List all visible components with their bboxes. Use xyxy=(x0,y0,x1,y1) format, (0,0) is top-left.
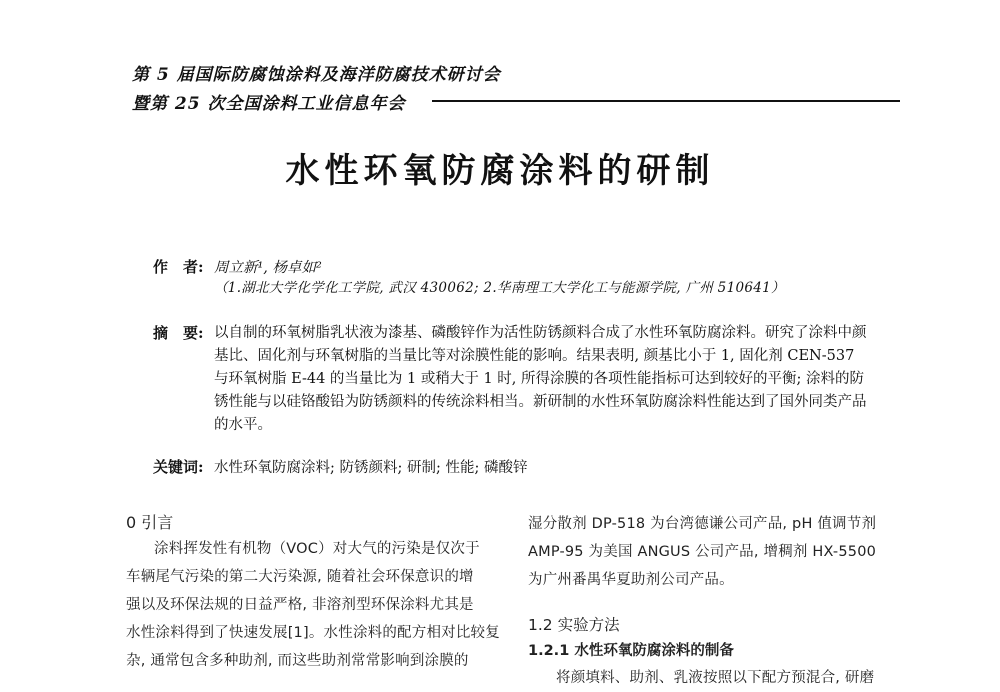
paragraph-line: 将颜填料、助剂、乳液按照以下配方预混合, 研磨 xyxy=(556,670,875,686)
abstract-line: 以自制的环氧树脂乳状液为漆基、磷酸锌作为活性防锈颜料合成了水性环氧防腐涂料。研究了涂料中颜 xyxy=(214,325,867,341)
abstract-line: 的水平。 xyxy=(214,417,272,433)
author-names: 周立新¹, 杨卓如² xyxy=(214,260,322,276)
paragraph-line: 车辆尾气污染的第二大污染源, 随着社会环保意识的增 xyxy=(126,569,474,585)
section-heading-introduction: 0 引言 xyxy=(126,513,174,532)
abstract-line: 与环氧树脂 E-44 的当量比为 1 或稍大于 1 时, 所得涂膜的各项性能指标可达到较好的平衡; 涂料的防 xyxy=(214,371,865,387)
abstract-line: 基比、固化剂与环氧树脂的当量比等对涂膜性能的影响。结果表明, 颜基比小于 1, 固化剂 CEN-537 xyxy=(214,348,855,364)
keywords-label: 关键词: xyxy=(153,458,204,476)
subsection-heading-preparation: 1.2.1 水性环氧防腐涂料的制备 xyxy=(528,643,734,659)
paragraph-line: 水性涂料得到了快速发展[1]。水性涂料的配方相对比较复 xyxy=(126,625,500,641)
paragraph-line: 涂料挥发性有机物（VOC）对大气的污染是仅次于 xyxy=(154,541,480,557)
section-heading-methods: 1.2 实验方法 xyxy=(528,616,620,634)
paragraph-line: 强以及环保法规的日益严格, 非溶剂型环保涂料尤其是 xyxy=(126,597,474,613)
left-column xyxy=(126,510,500,675)
abstract-text xyxy=(214,322,904,437)
paragraph-line: AMP-95 为美国 ANGUS 公司产品, 增稠剂 HX-5500 xyxy=(528,544,877,560)
spacer xyxy=(528,594,908,612)
paragraph-line: 杂, 通常包含多种助剂, 而这些助剂常常影响到涂膜的 xyxy=(126,653,469,669)
paragraph-line: 为广州番禺华夏助剂公司产品。 xyxy=(528,572,734,588)
right-column xyxy=(528,510,908,692)
header-rule xyxy=(432,100,900,102)
authors-label: 作 者: xyxy=(153,258,204,276)
conference-line-1: 第 5 届国际防腐蚀涂料及海洋防腐技术研讨会 xyxy=(132,65,501,85)
author-affiliations: （1.湖北大学化学化工学院, 武汉 430062; 2.华南理工大学化工与能源学院, 广州 510641） xyxy=(214,280,785,296)
paragraph-line: 湿分散剂 DP-518 为台湾德谦公司产品, pH 值调节剂 xyxy=(528,516,877,532)
keywords-text: 水性环氧防腐涂料; 防锈颜料; 研制; 性能; 磷酸锌 xyxy=(214,460,528,476)
conference-line-2: 暨第 25 次全国涂料工业信息年会 xyxy=(132,94,406,114)
abstract-line: 锈性能与以硅铬酸铅为防锈颜料的传统涂料相当。新研制的水性环氧防腐涂料性能达到了国外同类产品 xyxy=(214,394,867,410)
paper-title: 水性环氧防腐涂料的研制 xyxy=(285,151,715,191)
abstract-label: 摘 要: xyxy=(153,324,204,342)
